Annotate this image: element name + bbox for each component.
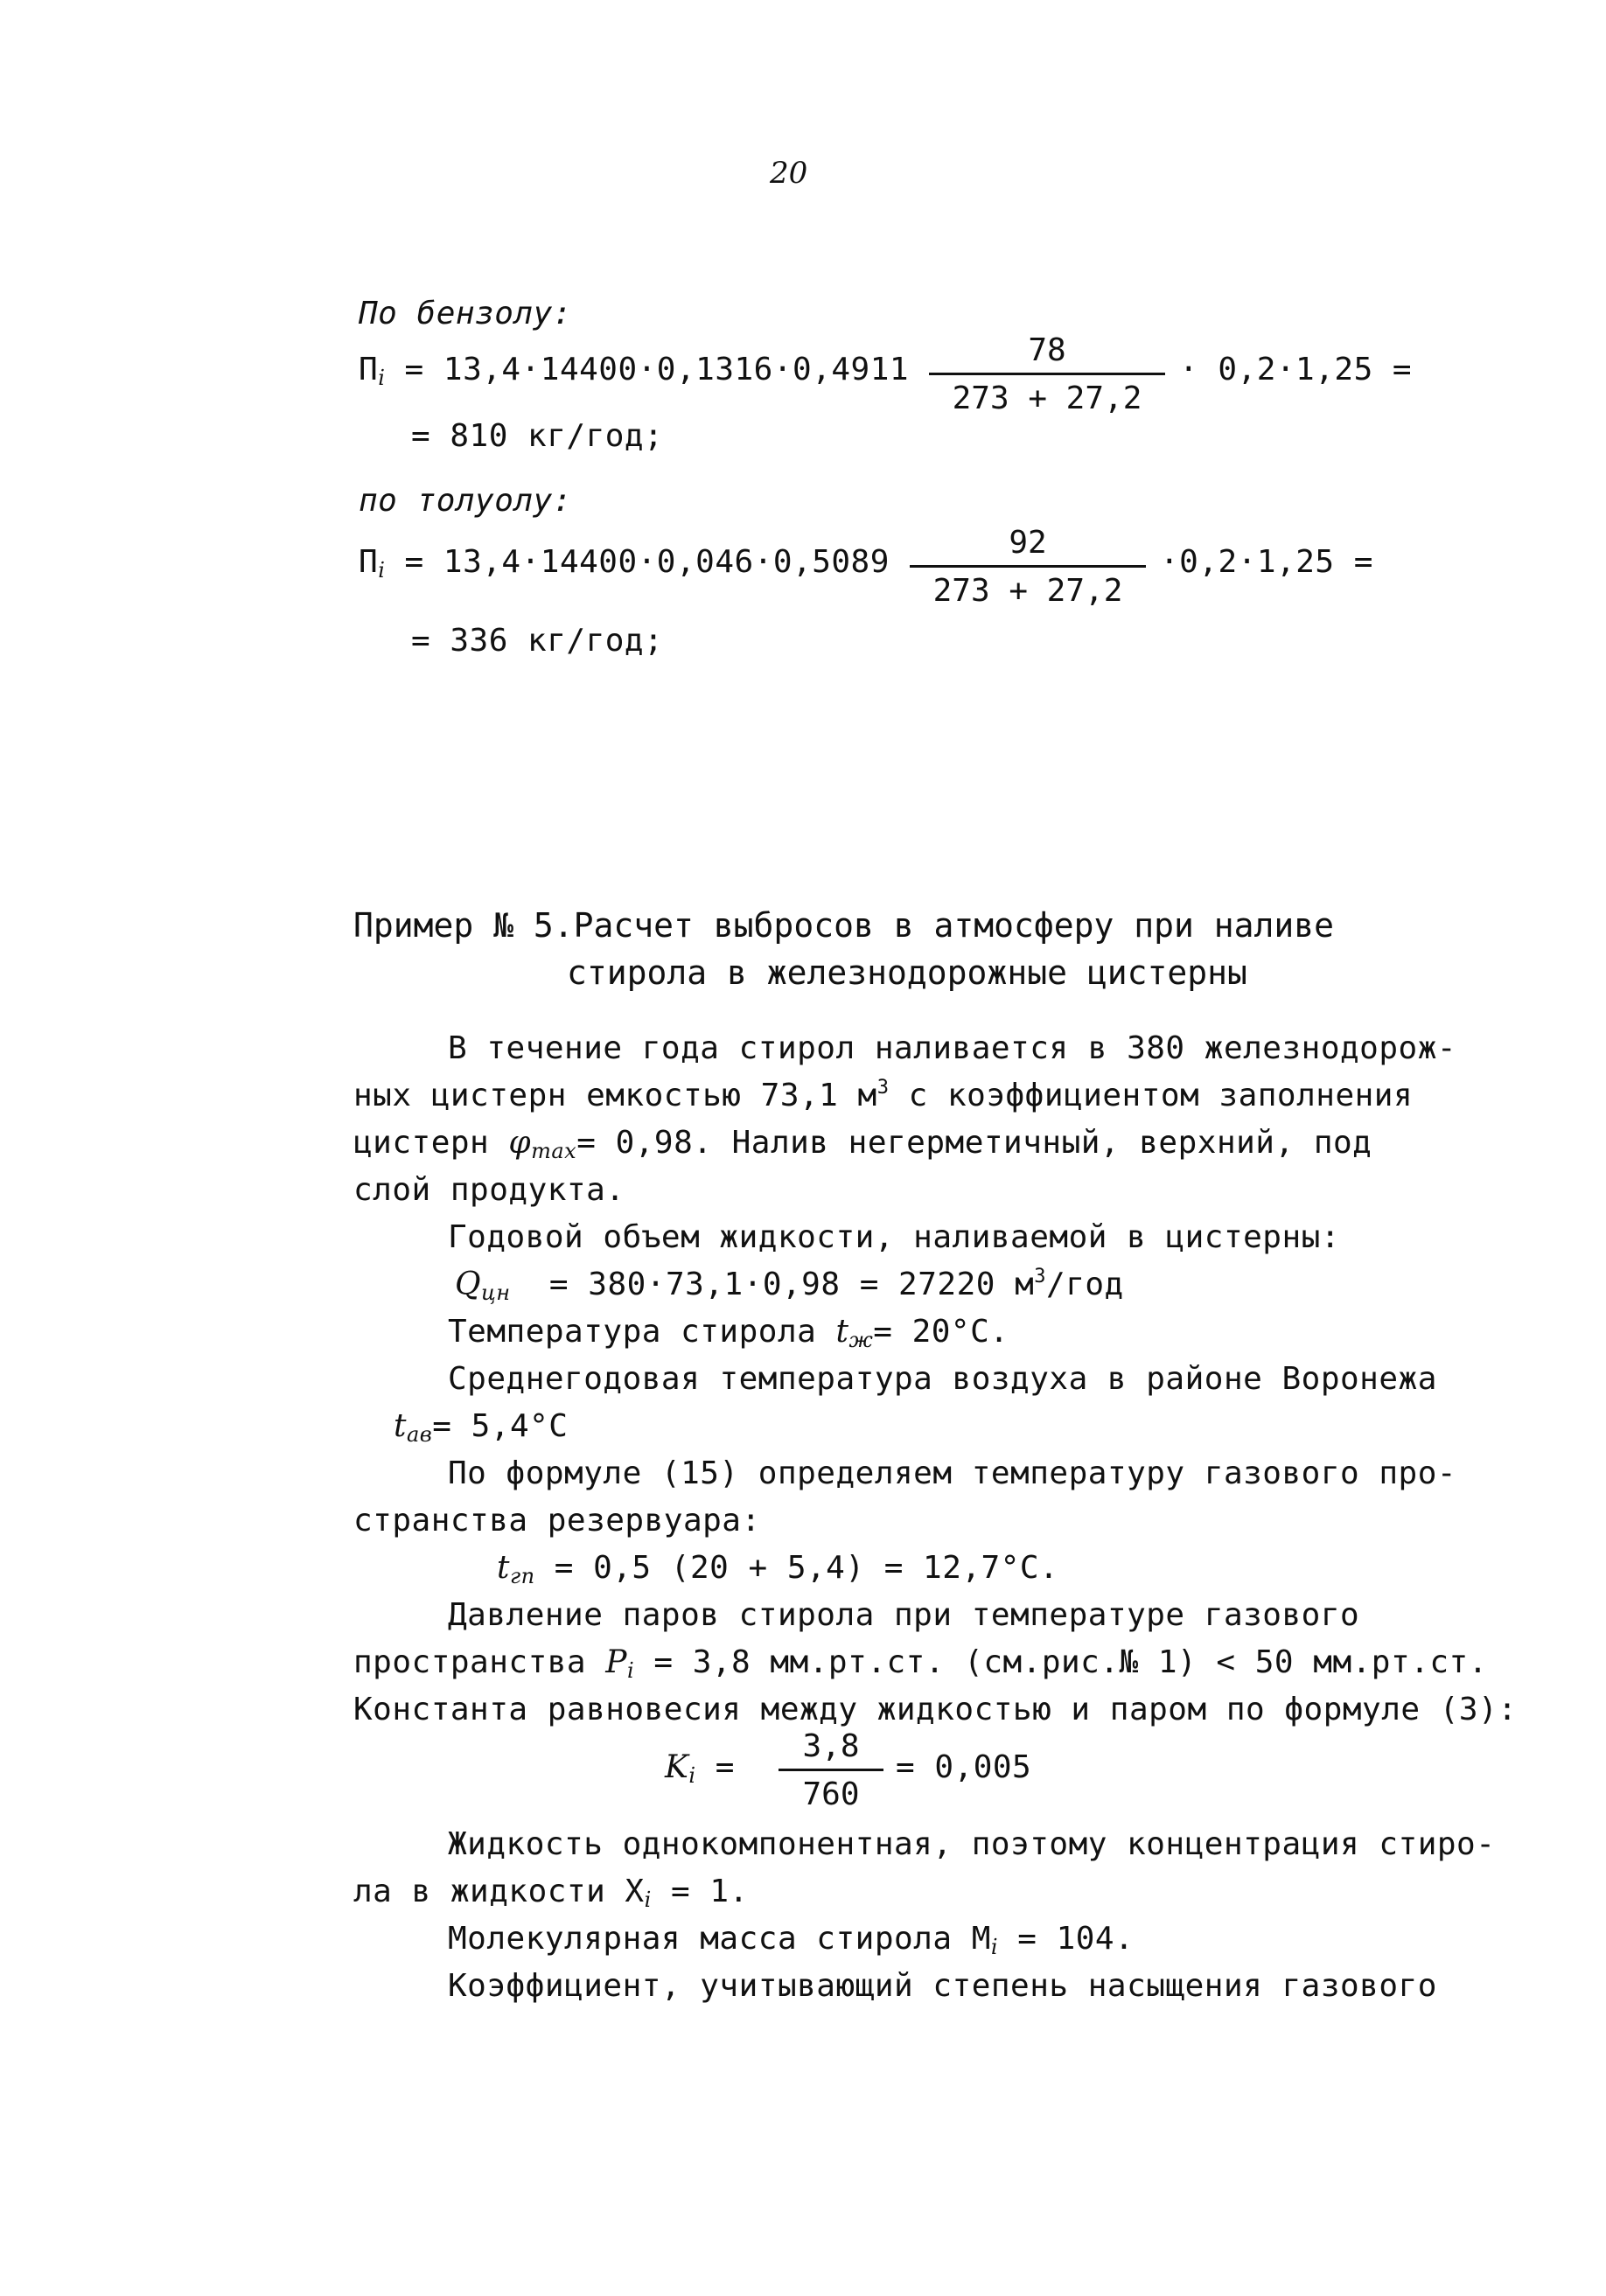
- paragraph-6-line-2: пространства $P_i = 3,8$ мм.рт.ст. (см.рис.№ 1) < 50 мм.рт.ст.: [353, 1644, 1488, 1683]
- toluene-result: = 336 кг/год;: [411, 623, 664, 659]
- benzene-numerator: 78: [1028, 332, 1066, 368]
- equilibrium-denominator: 760: [802, 1776, 860, 1812]
- equilibrium-constant-lhs: $K_i$ =: [665, 1749, 735, 1788]
- toluene-denominator: 273 + 27,2: [932, 573, 1123, 609]
- toluene-fraction: [910, 525, 1146, 610]
- equilibrium-fraction: [779, 1728, 883, 1813]
- paragraph-1-line-3: цистерн $\varphi_{max}= 0,98$. Налив негерметичный, верхний, под: [353, 1125, 1372, 1163]
- paragraph-5-line-2: странства резервуара:: [353, 1503, 761, 1539]
- page-number: 20: [770, 156, 808, 191]
- benzene-fraction: [929, 332, 1165, 417]
- benzene-denominator: 273 + 27,2: [952, 380, 1142, 416]
- benzene-label: По бензолу:: [359, 296, 572, 331]
- toluene-formula-right: ·0,2·1,25 =: [1160, 544, 1373, 580]
- fraction-bar: [910, 565, 1146, 568]
- paragraph-6-line-3: Константа равновесия между жидкостью и паром по формуле (3):: [353, 1692, 1518, 1727]
- equilibrium-constant-result: = 0,005: [896, 1749, 1032, 1785]
- example-heading-line-1: Пример № 5.Расчет выбросов в атмосферу при наливе: [353, 906, 1335, 945]
- equilibrium-numerator: 3,8: [802, 1728, 860, 1764]
- paragraph-6-line-1: Давление паров стирола при температуре газового: [448, 1597, 1360, 1633]
- paragraph-4-line-1: Среднегодовая температура воздуха в районе Воронежа: [448, 1361, 1437, 1397]
- air-temperature-value: $t_{ав}= 5,4^\circ С$: [394, 1408, 569, 1447]
- paragraph-5-line-1: По формуле (15) определяем температуру газового про-: [448, 1455, 1457, 1491]
- paragraph-8-line-2: ла в жидкости $X_i = 1$.: [353, 1874, 749, 1912]
- paragraph-10-line-1: Коэффициент, учитывающий степень насыщения газового: [448, 1968, 1437, 2004]
- styrene-temperature: Температура стирола $t_ж= 20^\circ С$.: [448, 1314, 1009, 1352]
- benzene-formula-right: · 0,2·1,25 =: [1179, 352, 1413, 387]
- paragraph-1-line-4: слой продукта.: [353, 1172, 625, 1208]
- paragraph-1-line-1: В течение года стирол наливается в 380 железнодорож-: [448, 1030, 1457, 1066]
- paragraph-8-line-1: Жидкость однокомпонентная, поэтому концентрация стиро-: [448, 1826, 1496, 1862]
- paragraph-1-line-2: ных цистерн емкостью 73,1 $м^3$ с коэффициентом заполнения: [353, 1077, 1414, 1113]
- benzene-result: = 810 кг/год;: [411, 418, 664, 454]
- toluene-label: по толуолу:: [359, 483, 572, 519]
- fraction-bar: [929, 373, 1165, 375]
- fraction-bar: [779, 1769, 883, 1771]
- toluene-formula-left: $П_i = 13,4\cdot 14400\cdot 0,046\cdot 0,5089$: [359, 544, 890, 583]
- gas-space-temperature-equation: $t_{гп} = 0,5$ (20 + 5,4) = 12,7°С.: [497, 1550, 1059, 1588]
- molecular-mass-line: Молекулярная масса стирола $M_i = 104$.: [448, 1921, 1135, 1959]
- toluene-numerator: 92: [1009, 525, 1047, 561]
- example-heading-line-2: стирола в железнодорожные цистерны: [567, 953, 1247, 992]
- annual-volume-equation: $Q_{цн} = 380\cdot 73,1\cdot 0,98 = 27220$ $м^3$/год: [455, 1266, 1124, 1305]
- paragraph-2-line-1: Годовой объем жидкости, наливаемой в цистерны:: [448, 1219, 1340, 1255]
- benzene-formula-left: $П_i = 13,4\cdot 14400\cdot 0,1316\cdot 0,4911$: [359, 352, 910, 390]
